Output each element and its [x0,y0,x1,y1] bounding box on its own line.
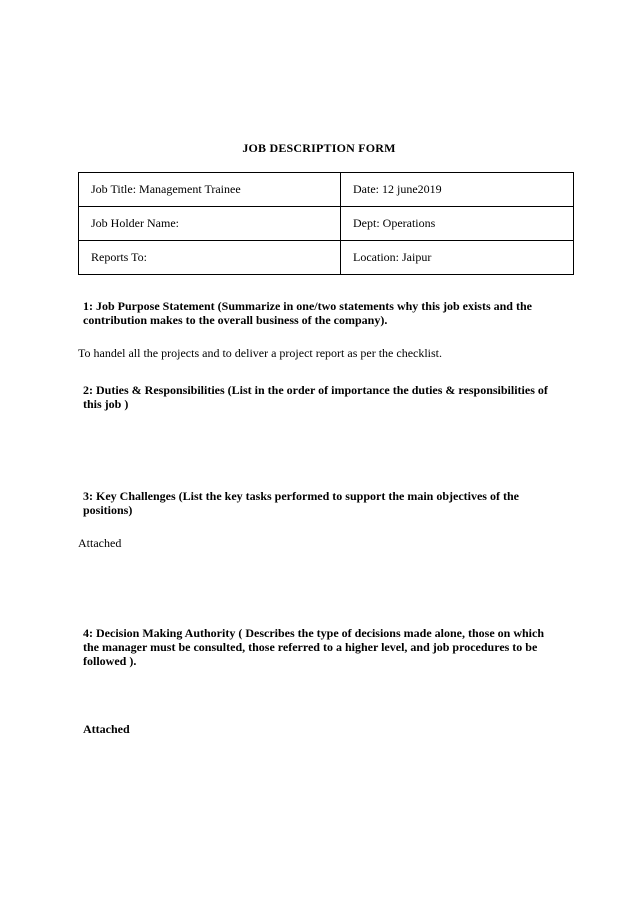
table-row [79,173,574,207]
location-cell: Location: Jaipur [341,241,574,275]
section-3-content: Attached [78,536,122,550]
job-info-table [78,172,574,275]
table-row [79,241,574,275]
section-1-heading: 1: Job Purpose Statement (Summarize in one/two statements why this job exists and the contribution makes to the overall business of the company). [83,299,532,327]
reports-to-cell: Reports To: [79,241,341,275]
date-cell: Date: 12 june2019 [341,173,574,207]
table-row [79,207,574,241]
job-holder-cell: Job Holder Name: [79,207,341,241]
dept-cell: Dept: Operations [341,207,574,241]
section-2-heading: 2: Duties & Responsibilities (List in the order of importance the duties & responsibilities of this job ) [83,383,548,411]
section-4-content: Attached [83,722,130,736]
section-3-heading: 3: Key Challenges (List the key tasks performed to support the main objectives of the positions) [83,489,519,517]
section-4-heading: 4: Decision Making Authority ( Describes the type of decisions made alone, those on which the manager must be consulted, those referred to a higher level, and job procedures to be followed ). [83,626,544,668]
section-1-content: To handel all the projects and to deliver a project report as per the checklist. [78,346,443,360]
form-title: JOB DESCRIPTION FORM [242,141,396,155]
job-title-cell: Job Title: Management Trainee [79,173,341,207]
